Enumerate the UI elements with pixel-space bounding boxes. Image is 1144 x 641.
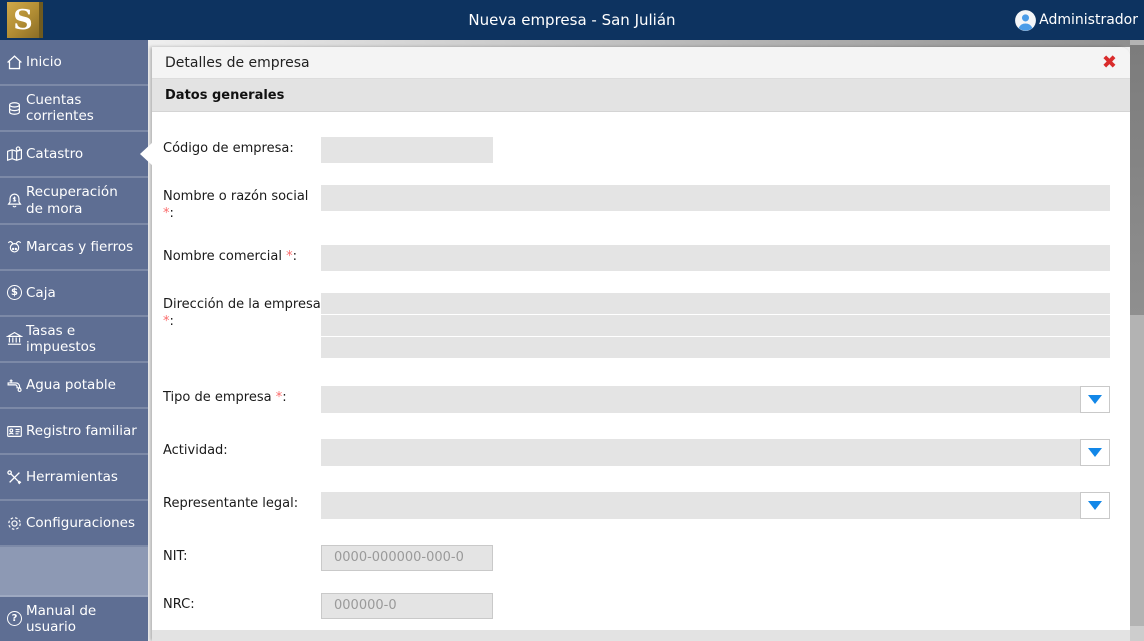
field-row-nit: [163, 545, 1110, 571]
representante-legal-dropdown-button[interactable]: [1080, 492, 1110, 519]
direccion-textarea[interactable]: [321, 293, 1110, 358]
sidebar-item-agua-potable[interactable]: [0, 363, 148, 409]
tools-icon: [5, 468, 24, 486]
id-card-icon: [5, 422, 24, 440]
section-title: Datos generales: [165, 87, 285, 103]
actividad-dropdown-button[interactable]: [1080, 439, 1110, 466]
main-area: [148, 40, 1130, 641]
razon-social-label: Nombre o razón social *:: [163, 189, 309, 221]
sidebar-item-configuraciones[interactable]: [0, 501, 148, 547]
field-row-razon-social: [163, 185, 1110, 223]
sidebar-item-catastro[interactable]: [0, 132, 148, 178]
app-header: [0, 0, 1144, 40]
scrollbar-thumb[interactable]: [1130, 45, 1144, 315]
sidebar-item-label: Recuperación de mora: [26, 184, 118, 217]
actividad-select[interactable]: [321, 439, 1110, 466]
dollar-circle-icon: $: [5, 284, 24, 302]
sidebar-spacer: [0, 547, 148, 597]
home-icon: [5, 53, 24, 71]
sidebar-item-label: Registro familiar: [26, 423, 137, 440]
sidebar-item-marcas-y-fierros[interactable]: [0, 225, 148, 271]
cattle-icon: [5, 238, 24, 256]
panel-top-shadow: [148, 40, 1130, 47]
sidebar-item-label: Configuraciones: [26, 515, 136, 532]
representante-legal-label: Representante legal:: [163, 495, 299, 511]
sidebar-item-registro-familiar[interactable]: [0, 409, 148, 455]
nombre-comercial-input[interactable]: [321, 245, 1110, 271]
representante-legal-select[interactable]: [321, 492, 1110, 519]
page-title: Nueva empresa - San Julián: [468, 11, 676, 29]
empresa-details-panel: [152, 47, 1130, 641]
sidebar-item-manual-de-usuario[interactable]: [0, 597, 148, 641]
user-menu[interactable]: [1013, 0, 1138, 40]
sidebar-item-label: Inicio: [26, 53, 62, 70]
sidebar: [0, 40, 148, 641]
sidebar-item-herramientas[interactable]: [0, 455, 148, 501]
sidebar-item-label: Marcas y fierros: [26, 238, 134, 255]
panel-header: [152, 47, 1130, 79]
field-row-representante: [163, 492, 1110, 519]
sidebar-item-label: Herramientas: [26, 469, 118, 486]
field-row-tipo-empresa: [163, 386, 1110, 413]
actividad-label: Actividad:: [163, 442, 228, 458]
map-pin-icon: [5, 145, 24, 163]
nombre-comercial-label: Nombre comercial *:: [163, 248, 297, 264]
chevron-down-icon: [1088, 448, 1102, 457]
vertical-scrollbar[interactable]: [1130, 40, 1144, 641]
sidebar-item-inicio[interactable]: [0, 40, 148, 86]
field-row-nrc: [163, 593, 1110, 619]
panel-title: Detalles de empresa: [165, 54, 310, 71]
field-row-actividad: [163, 439, 1110, 466]
field-row-nombre-comercial: [163, 245, 1110, 271]
bank-icon: [5, 330, 24, 348]
scrollbar-track-end: [1130, 626, 1144, 641]
tipo-empresa-label: Tipo de empresa *:: [163, 389, 287, 405]
bell-dollar-icon: [5, 192, 24, 210]
sidebar-item-cuentas-corrientes[interactable]: [0, 86, 148, 132]
nit-label: NIT:: [163, 548, 188, 564]
codigo-de-empresa-input[interactable]: [321, 137, 493, 163]
next-section-bar: [152, 630, 1130, 641]
sidebar-item-label: Caja: [26, 284, 56, 301]
faucet-icon: [5, 376, 24, 394]
direccion-label: Dirección de la empresa *:: [163, 296, 321, 329]
sidebar-item-label: Manual de usuario: [26, 602, 97, 635]
chevron-down-icon: [1088, 395, 1102, 404]
sidebar-item-label: Tasas e impuestos: [26, 322, 96, 355]
sidebar-item-tasas-e-impuestos[interactable]: [0, 317, 148, 363]
section-header-datos-generales: [152, 79, 1130, 112]
empresa-form: [152, 112, 1130, 619]
nrc-input[interactable]: [321, 593, 493, 619]
sidebar-item-label: Catastro: [26, 146, 84, 163]
sidebar-item-label: Agua potable: [26, 377, 116, 394]
help-icon: ?: [5, 610, 24, 628]
app-logo-letter: S: [13, 4, 33, 36]
close-icon[interactable]: ✖: [1101, 51, 1117, 73]
field-row-codigo: [163, 137, 1110, 163]
tipo-de-empresa-dropdown-button[interactable]: [1080, 386, 1110, 413]
coins-icon: [5, 99, 24, 117]
codigo-label: Código de empresa:: [163, 141, 294, 156]
tipo-de-empresa-select[interactable]: [321, 386, 1110, 413]
chevron-down-icon: [1088, 501, 1102, 510]
nombre-razon-social-input[interactable]: [321, 185, 1110, 211]
nrc-label: NRC:: [163, 596, 195, 612]
sidebar-item-recuperacion-de-mora[interactable]: [0, 178, 148, 224]
user-name-label: Administrador: [1039, 12, 1138, 28]
gear-icon: [5, 514, 24, 532]
nit-input[interactable]: [321, 545, 493, 571]
sidebar-item-label: Cuentas corrientes: [26, 92, 94, 125]
field-row-direccion: [163, 293, 1110, 358]
user-avatar-icon: [1013, 8, 1038, 33]
sidebar-item-caja[interactable]: [0, 271, 148, 317]
active-item-arrow: [140, 142, 153, 166]
